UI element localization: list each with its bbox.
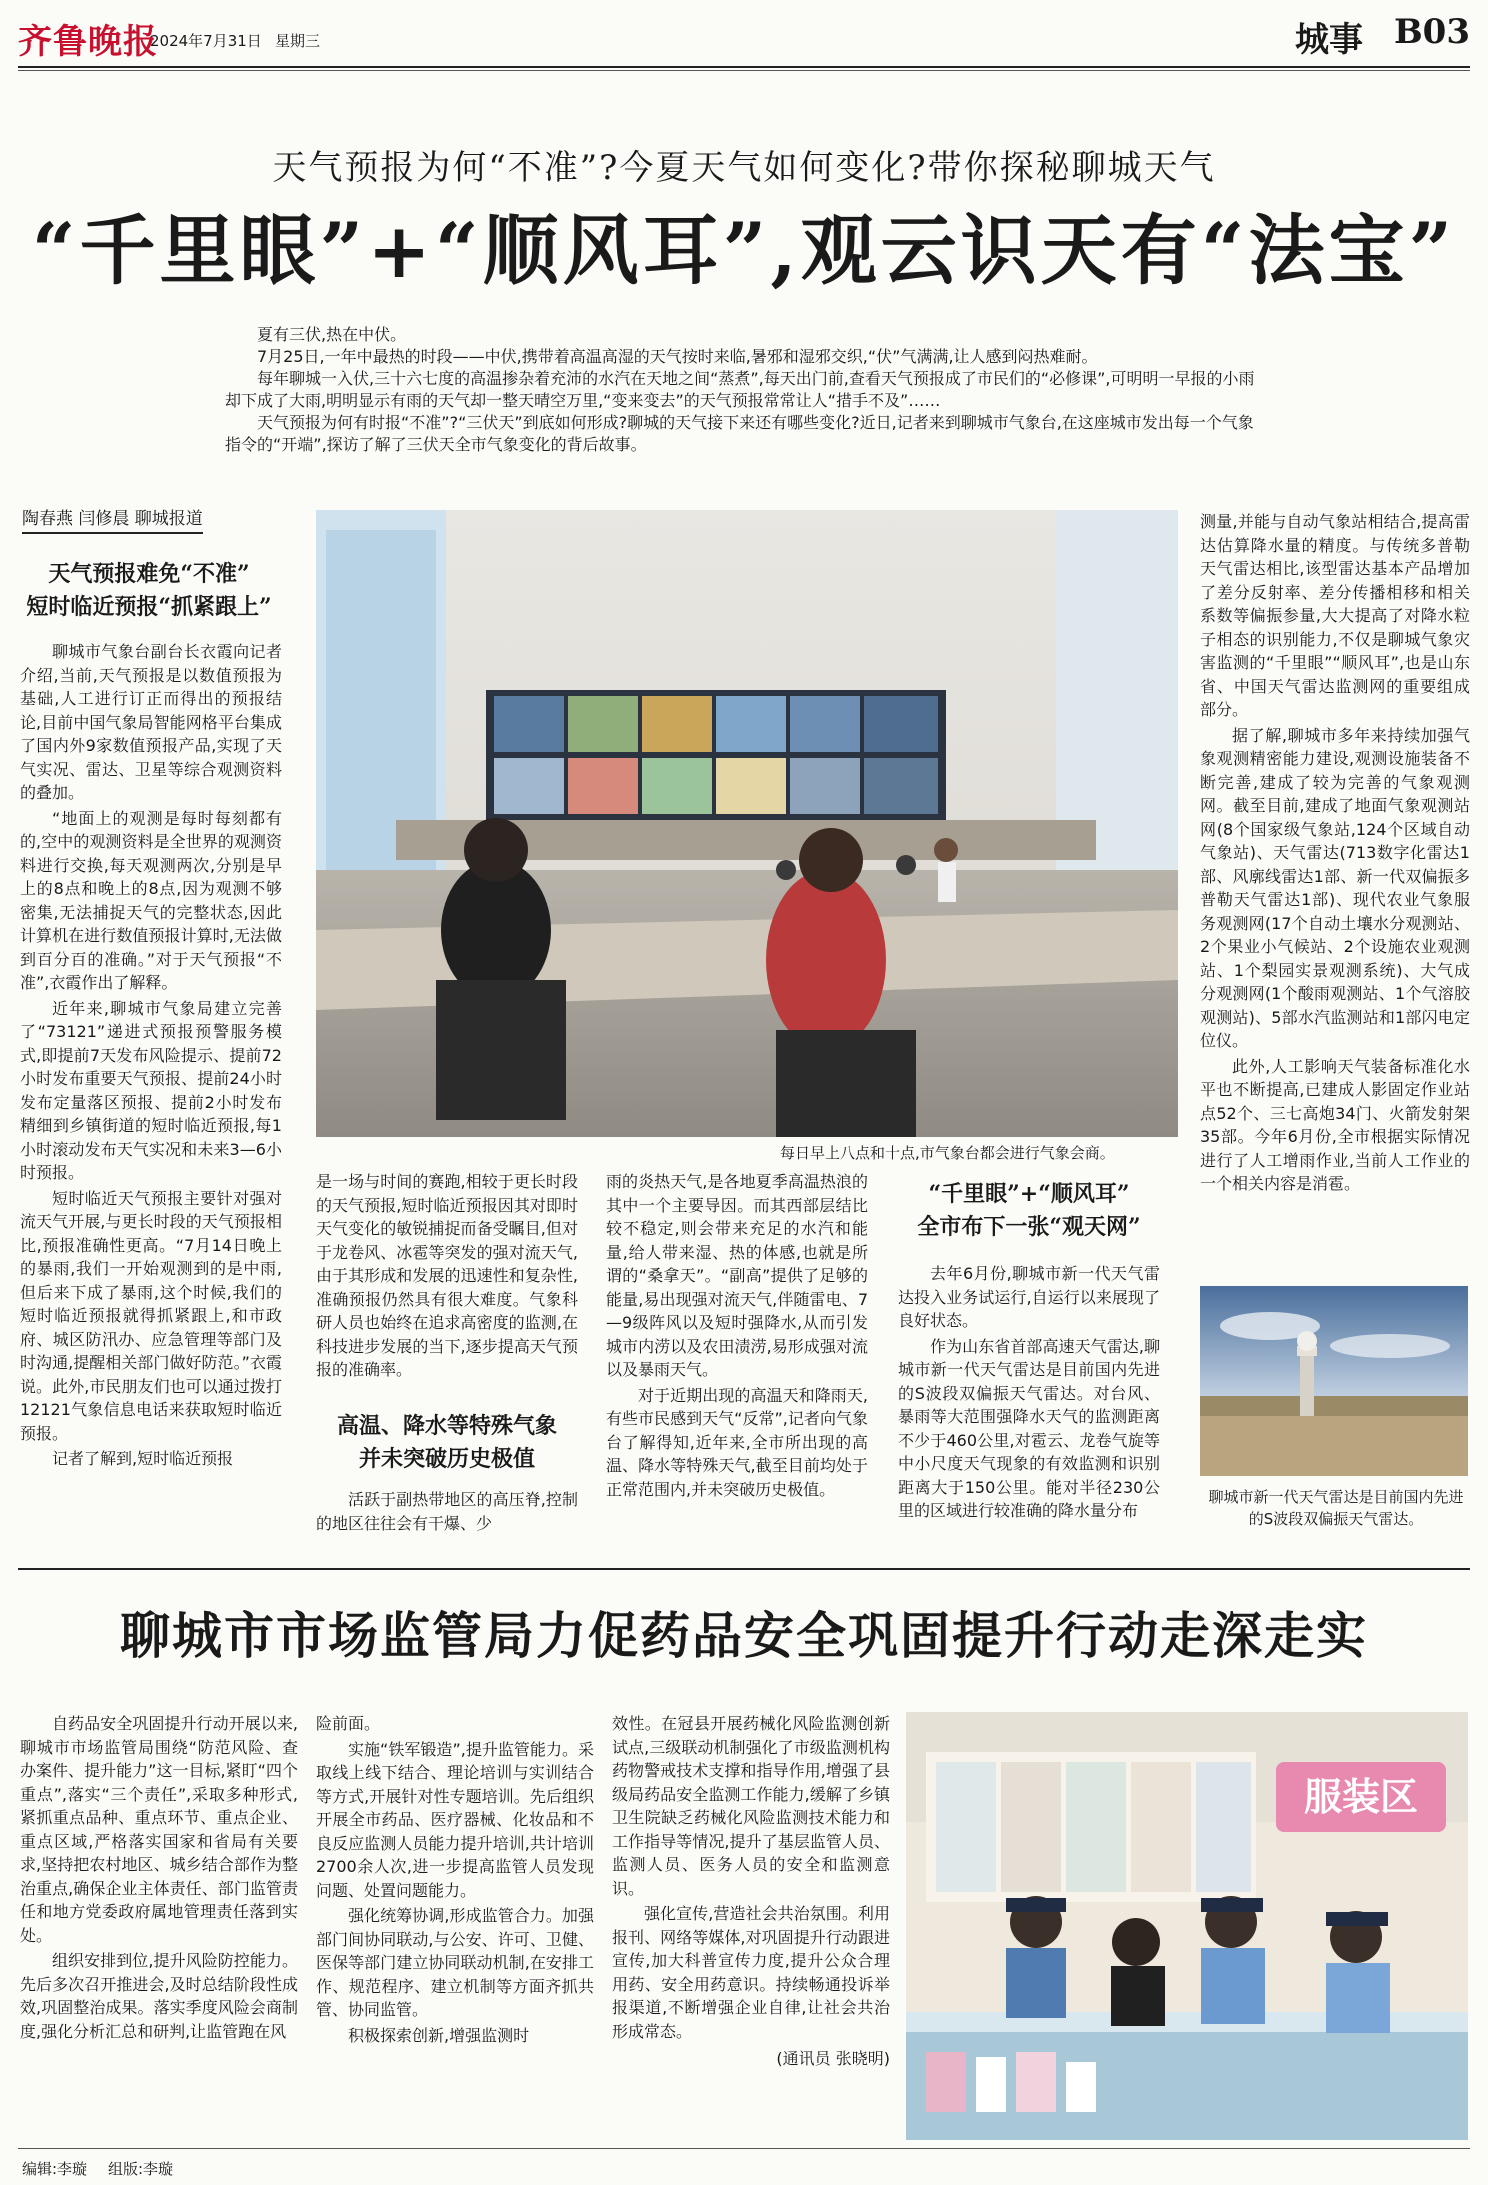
page-number: B03 — [1393, 12, 1470, 52]
article1-headline: “千里眼”+“顺风耳”,观云识天有“法宝” — [31, 206, 1457, 295]
paragraph: 近年来,聊城市气象局建立完善了“73121”递进式预报预警服务模式,即提前7天发布风险提示、提前72小时发布重要天气预报、提前24小时发布定量落区预报、提前2小时发布精细到乡镇街道的短时临近预报,每1小时滚动发布天气实况和未来3—6小时预报。 — [20, 998, 282, 1182]
radar-tower-photo — [1200, 1286, 1468, 1476]
article1-column-1 — [20, 640, 282, 1473]
photo1-caption: 每日早上八点和十点,市气象台都会进行气象会商。 — [780, 1144, 1115, 1162]
paragraph: 险前面。 — [316, 1714, 381, 1733]
paragraph: 据了解,聊城市多年来持续加强气象观测精密能力建设,观测设施装备不断完善,建成了较为完善的气象观测网。截至目前,建成了地面气象观测站网(8个国家级气象站,124个区域自动气象站)、天气雷达(713数字化雷达1部、风廓线雷达1部、新一代双偏振多普勒天气雷达1部)、现代农业气象服务观测网(17个自动土壤水分观测站、2个果业小气候站、2个设施农业观测站、1个梨园实景观测系统)、大气成分观测网(1个酸雨观测站、1个气溶胶观测站)、5部水汽监测站和1部闪电定位仪。 — [1200, 725, 1470, 1050]
paragraph: 此外,人工影响天气装备标准化水平也不断提高,已建成人影固定作业站点52个、三七高炮34门、火箭发射架35部。今年6月份,全市根据实际情况进行了人工增雨作业,当前人工作业的一个相关内容是消雹。 — [1200, 1056, 1470, 1193]
paragraph: 强化统筹协调,形成监管合力。加强部门间协同联动,与公安、许可、卫健、医保等部门建立协同联动机制,在安排工作、规范程序、建立机制等方面齐抓共管、协同监管。 — [316, 1906, 594, 2019]
paragraph: 组织安排到位,提升风险防控能力。先后多次召开推进会,及时总结阶段性成效,巩固整治成果。落实季度风险会商制度,强化分析汇总和研判,让监管跑在风 — [20, 1951, 298, 2041]
weather-room-illustration — [316, 510, 1178, 1137]
store-sign: 服装区 — [1303, 1775, 1419, 1819]
issue-weekday: 星期三 — [275, 32, 321, 50]
paragraph: 是一场与时间的赛跑,相较于更长时段的天气预报,短时临近预报因其对即时天气变化的敏锐捕捉而备受瞩目,但对于龙卷风、冰雹等突发的强对流天气,由于其形成和发展的迅速性和复杂性,准确预报仍然具有很大难度。气象科研人员也始终在追求高密度的监测,在科技进步发展的当下,逐步提高天气预报的准确率。 — [316, 1172, 578, 1379]
subtitle-line: 天气预报难免“不准” — [48, 561, 250, 587]
footer-editor: 编辑:李璇 — [22, 2160, 88, 2178]
paragraph: 活跃于副热带地区的高压脊,控制的地区往往会有干爆、少 — [316, 1490, 578, 1533]
article1-subhead: 天气预报为何“不准”?今夏天气如何变化?带你探秘聊城天气 — [272, 148, 1216, 188]
article-divider — [18, 1568, 1470, 1570]
paragraph: 测量,并能与自动气象站相结合,提高雷达估算降水量的精度。与传统多普勒天气雷达相比,该型雷达基本产品增加了差分反射率、差分传播相移和相关系数等偏振参量,大大提高了对降水粒子相态的识别能力,不仅是聊城气象灾害监测的“千里眼”“顺风耳”,也是山东省、中国天气雷达监测网的重要组成部分。 — [1200, 512, 1470, 719]
masthead-rule-thin — [18, 70, 1470, 71]
byline: 陶春燕 闫修晨 聊城报道 — [22, 504, 203, 534]
article1-column-2 — [316, 1170, 578, 1384]
lead-paragraph: 天气预报为何有时报“不准”?“三伏天”到底如何形成?聊城的天气接下来还有哪些变化?近日,记者来到聊城市气象台,在这座城市发出每一个气象指令的“开端”,探访了解了三伏天全市气象变化的背后故事。 — [225, 413, 1254, 454]
lead-paragraph: 每年聊城一入伏,三十六七度的高温掺杂着充沛的水汽在天地之间“蒸煮”,每天出门前,查看天气预报成了市民们的“必修课”,可明明一早报的小雨却下成了大雨,明明显示有雨的天气却一整天晴空万里,“变来变去”的天气预报常常让人“措手不及”…… — [225, 369, 1255, 410]
newspaper-logo: 齐鲁晚报 — [18, 22, 158, 62]
issue-date: 2024年7月31日 — [150, 32, 262, 50]
article2-column-3 — [612, 1712, 890, 2073]
col2-subtitle — [316, 1410, 578, 1476]
article1-column-2b — [316, 1488, 578, 1537]
paragraph: 强化宣传,营造社会共治氛围。利用报刊、网络等媒体,对巩固提升行动跟进宣传,加大科普宣传力度,提升公众合理用药、安全用药意识。持续畅通投诉举报渠道,不断增强企业自律,让社会共治形成常态。 — [612, 1904, 890, 2041]
paragraph: 雨的炎热天气,是各地夏季高温热浪的其中一个主要导因。而其西部层结比较不稳定,则会带来充足的水汽和能量,给人带来湿、热的体感,也就是所谓的“桑拿天”。“副高”提供了足够的能量,易出现强对流天气,伴随雷电、7—9级阵风以及短时强降水,从而引发城市内涝以及农田渍涝,易形成强对流以及暴雨天气。 — [606, 1172, 868, 1379]
paragraph: 实施“铁军锻造”,提升监管能力。采取线上线下结合、理论培训与实训结合等方式,开展针对性专题培训。先后组织开展全市药品、医疗器械、化妆品和不良反应监测人员能力提升培训,共计培训2700余人次,进一步提高监管人员发现问题、处置问题能力。 — [316, 1739, 594, 1900]
subtitle-line: “千里眼”+“顺风耳” — [928, 1181, 1130, 1207]
lead-paragraph: 夏有三伏,热在中伏。 — [257, 325, 407, 344]
article2-column-2 — [316, 1712, 594, 2049]
photo2-caption: 聊城市新一代天气雷达是目前国内先进的S波段双偏振天气雷达。 — [1208, 1488, 1464, 1528]
subtitle-line: 高温、降水等特殊气象 — [336, 1413, 557, 1439]
article1-column-3 — [606, 1170, 868, 1503]
article2-headline: 聊城市市场监管局力促药品安全巩固提升行动走深走实 — [120, 1606, 1368, 1665]
lead-paragraph: 7月25日,一年中最热的时段——中伏,携带着高温高湿的天气按时来临,暑邪和湿邪交织,“伏”气满满,让人感到闷热难耐。 — [257, 347, 1098, 366]
paragraph: 短时临近天气预报主要针对强对流天气开展,与更长时段的天气预报相比,预报准确性更高。“7月14日晚上的暴雨,我们一开始观测到的是中雨,但后来下成了暴雨,这个时候,我们的短时临近预报就得抓紧跟上,和市政府、城区防汛办、应急管理等部门及时沟通,提醒相关部门做好防范。”衣霞说。此外,市民朋友们也可以通过拨打12121气象信息电话来获取短时临近预报。 — [20, 1188, 282, 1443]
subtitle-line: 短时临近预报“抓紧跟上” — [26, 594, 272, 620]
footer-layout: 组版:李璇 — [108, 2160, 174, 2178]
paragraph: 积极探索创新,增强监测时 — [348, 2025, 530, 2045]
masthead-rule — [18, 66, 1470, 68]
footer-rule — [18, 2148, 1470, 2149]
paragraph: 作为山东省首部高速天气雷达,聊城市新一代天气雷达是目前国内先进的S波段双偏振天气雷达。对台风、暴雨等大范围强降水天气的监测距离不少于460公里,对雹云、龙卷气旋等中小尺度天气现象的有效监测和识别距离大于150公里。能对半径230公里的区域进行较准确的降水量分布 — [898, 1336, 1160, 1520]
paragraph: “地面上的观测是每时每刻都有的,空中的观测资料是全世界的观测资料进行交换,每天观测两次,分别是早上的8点和晚上的8点,因为观测不够密集,无法捕捉天气的完整状态,因此计算机在进行数值预报计算时,无法做到百分百的准确。”对于天气预报“不准”,衣霞作出了解释。 — [20, 808, 282, 992]
col4-subtitle — [898, 1178, 1160, 1244]
correspondent: (通讯员 张晓明) — [776, 2049, 890, 2068]
article1-lead — [225, 324, 1265, 456]
weather-room-photo — [316, 510, 1178, 1137]
inspection-photo — [906, 1712, 1468, 2140]
paragraph: 去年6月份,聊城市新一代天气雷达投入业务试运行,自运行以来展现了良好状态。 — [898, 1264, 1160, 1330]
paragraph: 效性。在冠县开展药械化风险监测创新试点,三级联动机制强化了市级监测机构药物警戒技术支撑和指导作用,增强了县级局药品安全监测工作能力,缓解了乡镇卫生院缺乏药械化风险监测技术能力和工作指导等情况,提升了基层监管人员、监测人员、医务人员的安全和监测意识。 — [612, 1714, 890, 1898]
article1-column-4 — [898, 1262, 1160, 1525]
article2-column-1 — [20, 1712, 298, 2045]
section-name: 城事 — [1295, 20, 1363, 60]
col1-subtitle — [18, 558, 280, 624]
paragraph: 聊城市气象台副台长衣霞向记者介绍,当前,天气预报是以数值预报为基础,人工进行订正而得出的预报结论,目前中国气象局智能网格平台集成了国内外9家数值预报产品,实现了天气实况、雷达、卫星等综合观测资料的叠加。 — [20, 642, 282, 802]
radar-illustration — [1200, 1286, 1468, 1476]
paragraph: 记者了解到,短时临近预报 — [52, 1449, 234, 1468]
paragraph: 对于近期出现的高温天和降雨天,有些市民感到天气“反常”,记者向气象台了解得知,近年来,全市所出现的高温、降水等特殊天气,截至目前均处于正常范围内,并未突破历史极值。 — [606, 1385, 868, 1499]
subtitle-line: 并未突破历史极值 — [358, 1446, 535, 1472]
inspection-illustration — [906, 1712, 1468, 2140]
article1-column-5 — [1200, 510, 1470, 1198]
subtitle-line: 全市布下一张“观天网” — [917, 1214, 1141, 1240]
paragraph: 自药品安全巩固提升行动开展以来,聊城市市场监管局围绕“防范风险、查办案件、提升能力”这一目标,紧盯“四个重点”,落实“三个责任”,采取多种形式,紧抓重点品种、重点环节、重点企业、重点区域,严格落实国家和省局有关要求,坚持把农村地区、城乡结合部作为整治重点,确保企业主体责任、部门监管责任和地方党委政府属地管理责任落到实处。 — [20, 1714, 298, 1945]
